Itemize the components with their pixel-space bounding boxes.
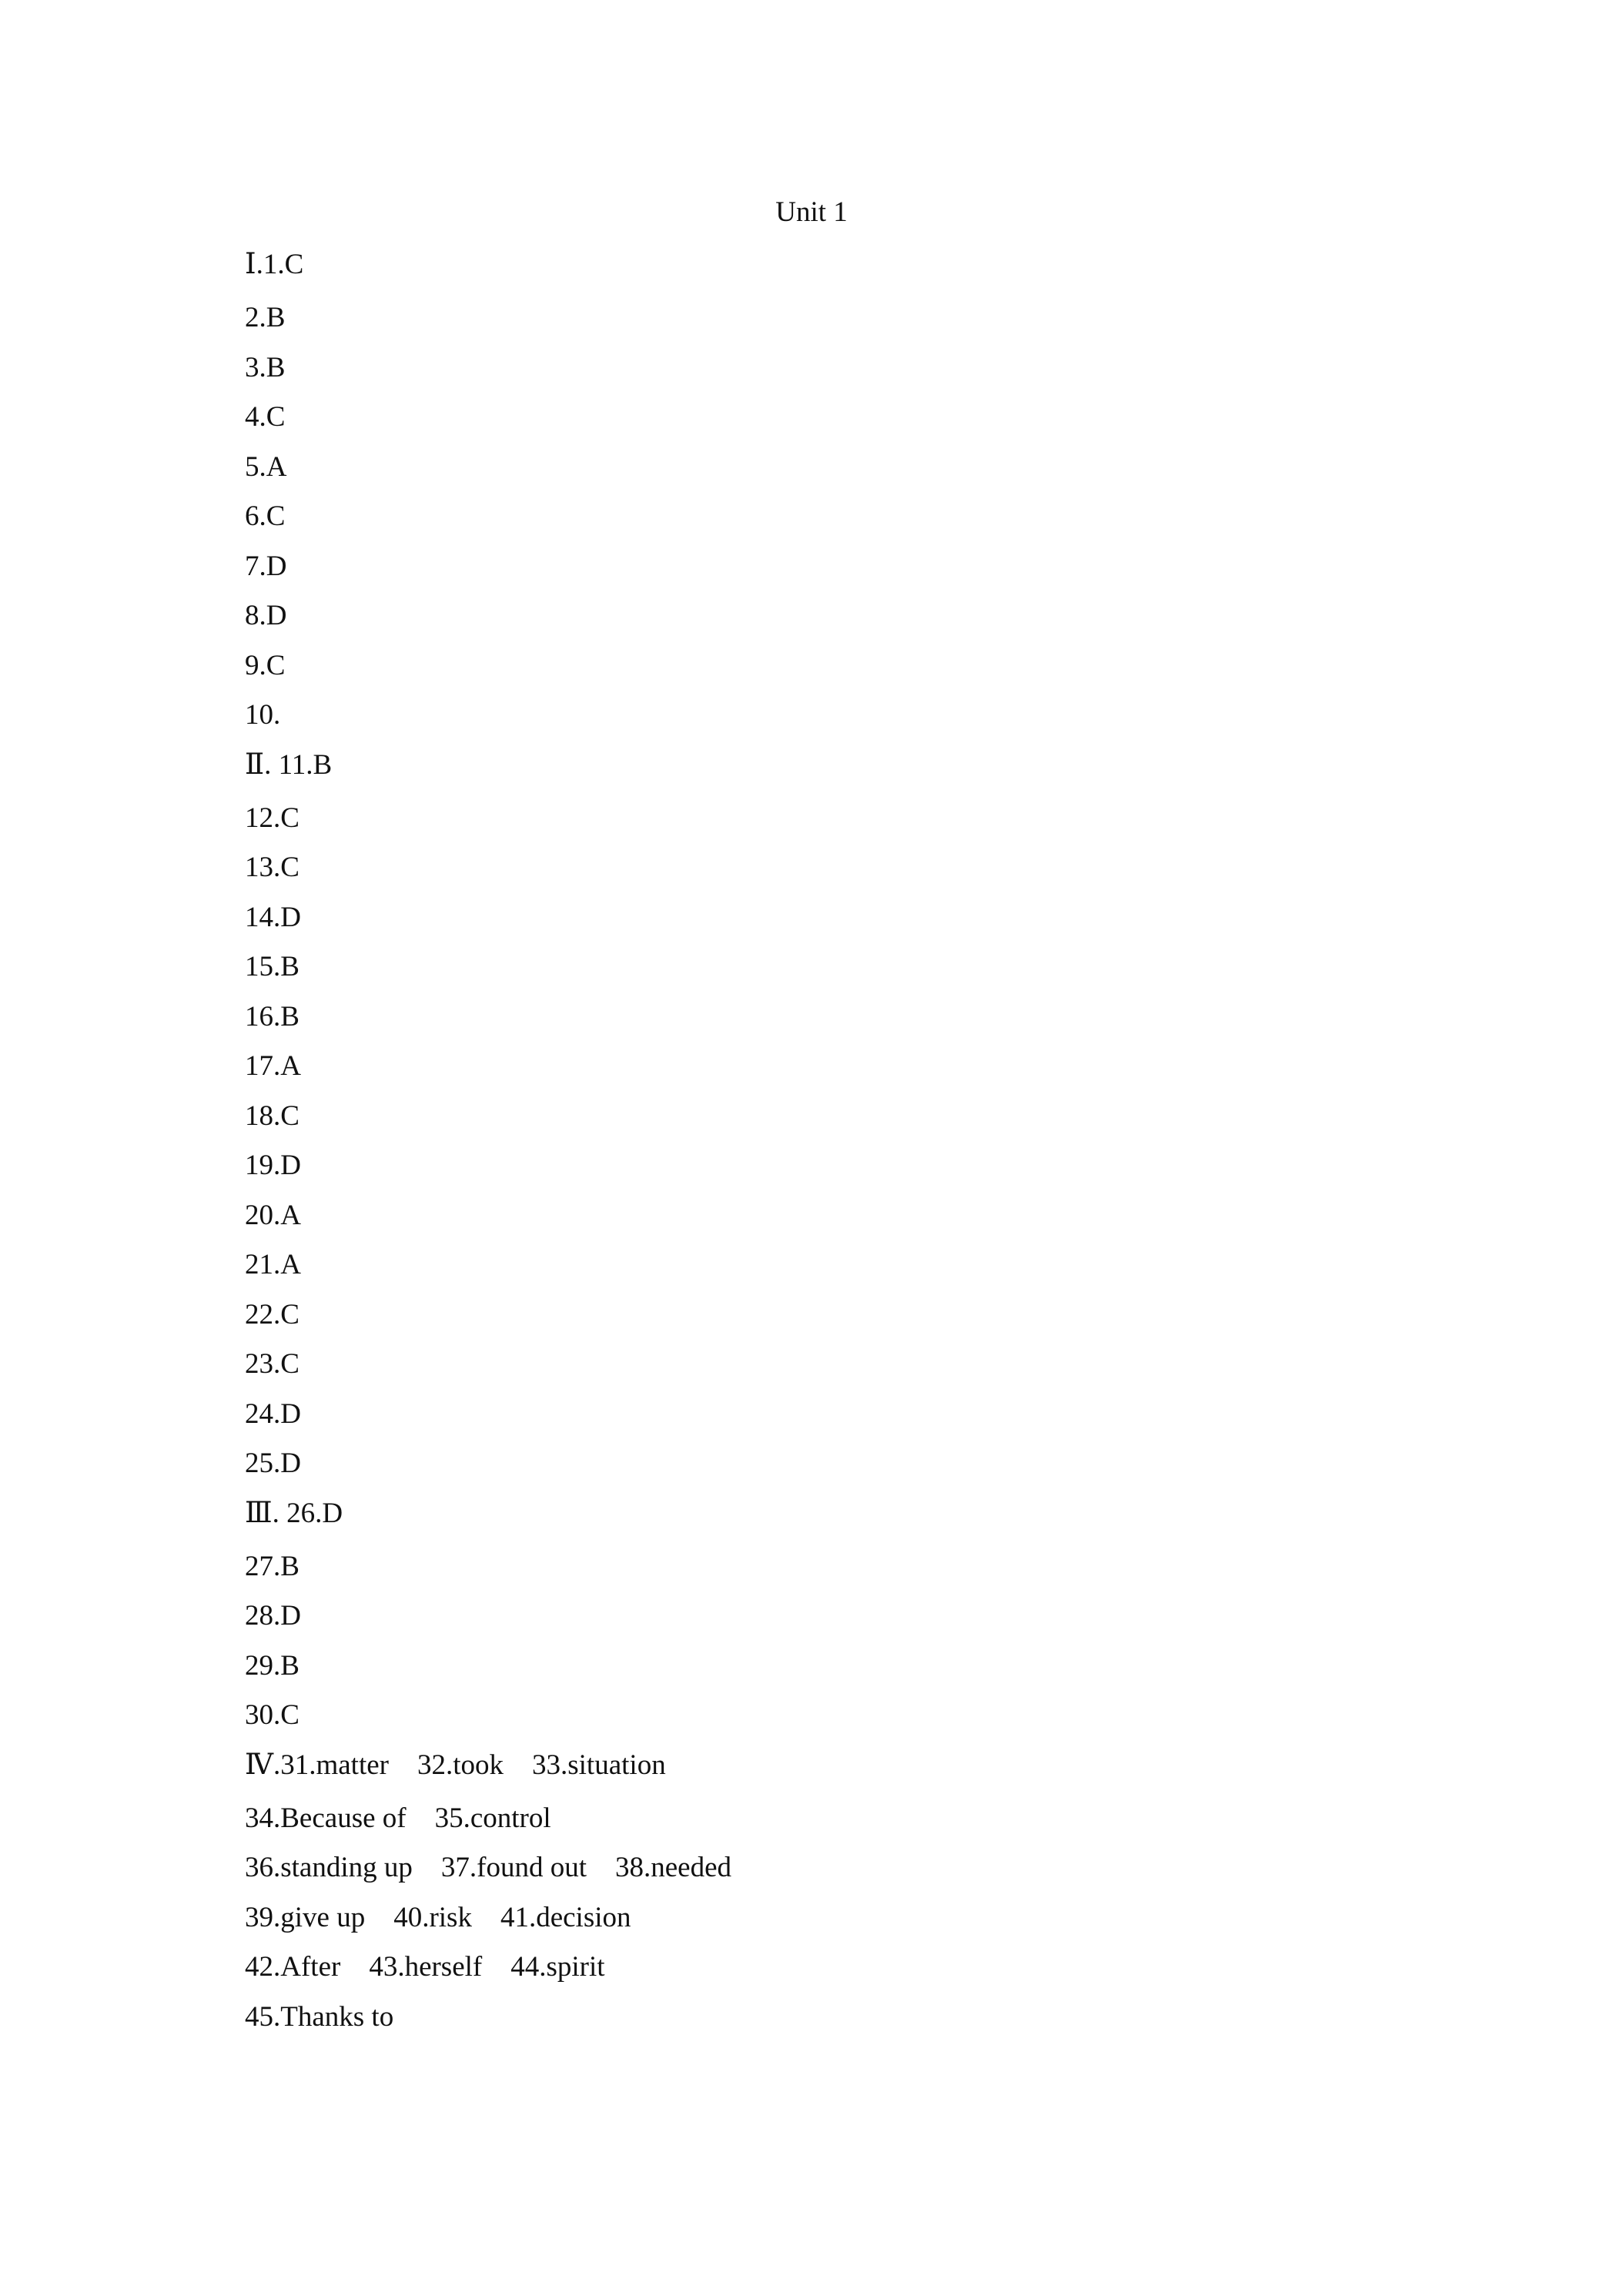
answer-line: 8.D bbox=[245, 600, 287, 631]
answer-line: Ⅰ.1.C bbox=[245, 249, 304, 280]
answer-line: 42.After 43.herself 44.spirit bbox=[245, 1951, 605, 1983]
answer-line: 2.B bbox=[245, 302, 286, 333]
answer-line: 9.C bbox=[245, 649, 286, 681]
answer-line: 28.D bbox=[245, 1600, 301, 1632]
answer-line: 18.C bbox=[245, 1099, 300, 1132]
answer-line: 30.C bbox=[245, 1699, 300, 1731]
answer-line: 15.B bbox=[245, 951, 300, 982]
answer-line: 7.D bbox=[245, 550, 287, 582]
answer-list bbox=[245, 246, 731, 2048]
answer-line: 4.C bbox=[245, 401, 286, 433]
answer-line: 16.B bbox=[245, 1000, 300, 1033]
page-title: Unit 1 bbox=[775, 196, 848, 228]
answer-line: 24.D bbox=[245, 1397, 301, 1430]
answer-line: 23.C bbox=[245, 1348, 300, 1380]
answer-line: 22.C bbox=[245, 1298, 300, 1330]
answer-line: 10. bbox=[245, 699, 281, 731]
answer-line: Ⅱ. 11.B bbox=[245, 748, 333, 781]
answer-line: Ⅳ.31.matter 32.took 33.situation bbox=[245, 1749, 666, 1781]
answer-line: 12.C bbox=[245, 802, 300, 834]
answer-line: 14.D bbox=[245, 901, 301, 933]
answer-line: 39.give up 40.risk 41.decision bbox=[245, 1901, 631, 1933]
answer-line: 17.A bbox=[245, 1050, 301, 1082]
answer-line: Ⅲ. 26.D bbox=[245, 1497, 343, 1529]
answer-line: 25.D bbox=[245, 1448, 301, 1479]
answer-line: 21.A bbox=[245, 1249, 301, 1280]
answer-line: 20.A bbox=[245, 1199, 301, 1231]
answer-line: 29.B bbox=[245, 1649, 300, 1682]
answer-line: 27.B bbox=[245, 1550, 300, 1582]
answer-line: 36.standing up 37.found out 38.needed bbox=[245, 1852, 731, 1883]
answer-line: 19.D bbox=[245, 1150, 301, 1181]
answer-line: 5.A bbox=[245, 450, 287, 483]
answer-line: 45.Thanks to bbox=[245, 2000, 394, 2033]
answer-line: 3.B bbox=[245, 351, 286, 383]
answer-line: 34.Because of 35.control bbox=[245, 1802, 551, 1834]
answer-line: 13.C bbox=[245, 852, 300, 883]
answer-line: 6.C bbox=[245, 500, 286, 532]
